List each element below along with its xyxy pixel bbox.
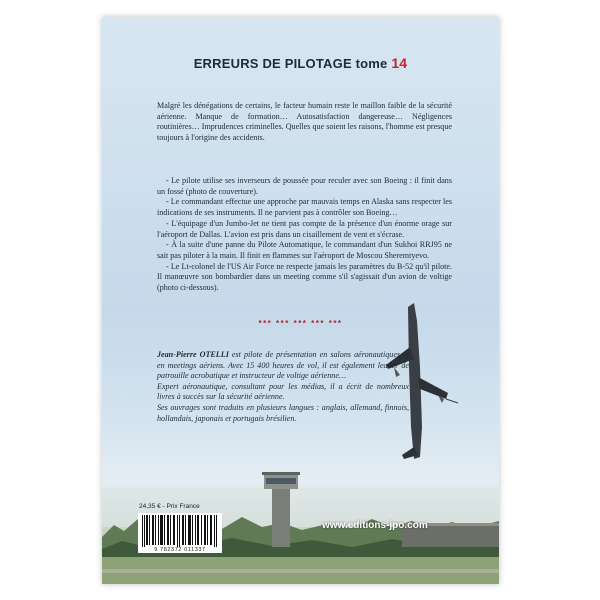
event-item: - Le pilote utilise ses inverseurs de poussée pour reculer avec son Boeing : il finit dans un fossé (photo de couverture). xyxy=(157,176,452,196)
events-list xyxy=(157,176,452,294)
event-item: - Le commandant effectue une approche par mauvais temps en Alaska sans respecter les indications de ses instruments. Il ne parvient pas à contrôler son Boeing… xyxy=(157,197,452,218)
barcode xyxy=(138,513,222,547)
author-bio xyxy=(157,350,409,424)
author-bio-2: Expert aéronautique, consultant pour les médias, il a écrit de nombreux livres à succès sur la sécurité aérienne. xyxy=(157,381,409,402)
intro-paragraph: Malgré les dénégations de certains, le facteur humain reste le maillon faible de la sécurité aérienne. Manque de formation… Autosatisfaction dangereuse… Négligences routinières… Imprudences criminelles. Quelles que soient les raisons, l'homme est presque toujours à l'origine des accidents. xyxy=(157,101,452,143)
event-item: - Le Lt-colonel de l'US Air Force ne respecte jamais les paramètres du B-52 qu'il pilote. Il manœuvre son bombardier dans un meeting comme s'il s'agissait d'un avion de voltige (photo ci-dessous). xyxy=(157,261,452,293)
price-label: 24,35 € - Prix France xyxy=(139,503,200,510)
title-number: 14 xyxy=(391,55,408,71)
author-name: Jean-Pierre OTELLI xyxy=(157,350,229,359)
title-main: ERREURS DE PILOTAGE tome xyxy=(193,56,388,71)
book-back-cover xyxy=(102,17,499,584)
event-item: - À la suite d'une panne du Pilote Automatique, le commandant d'un Sukhoi RRJ95 ne sait pas piloter à la main. Il finit en flammes sur l'aéroport de Moscou Sheremtyevo. xyxy=(157,240,452,260)
author-bio-1: est pilote de présentation en salons aéronautiques et en meetings aériens. Avec 15 400 heures de vol, il est également leader de patrouille acrobatique et instructeur de voltige aérienne… xyxy=(157,350,409,381)
isbn-number: 9 782372 011337 xyxy=(138,547,222,553)
barcode-icon xyxy=(138,513,222,547)
publisher-website: www.editions-jpo.com xyxy=(322,520,428,531)
author-bio-3: Ses ouvrages sont traduits en plusieurs langues : anglais, allemand, finnois, hollandais, japonais et portugais brésilien. xyxy=(157,402,409,423)
event-item: - L'équipage d'un Jumbo-Jet ne tient pas compte de la présence d'un énorme orage sur l'aéroport de Dallas. L'avion est pris dans un cisaillement de vent et s'écrase. xyxy=(157,218,452,239)
book-title xyxy=(102,55,499,71)
separator-stars: *** *** *** *** *** xyxy=(258,319,343,328)
